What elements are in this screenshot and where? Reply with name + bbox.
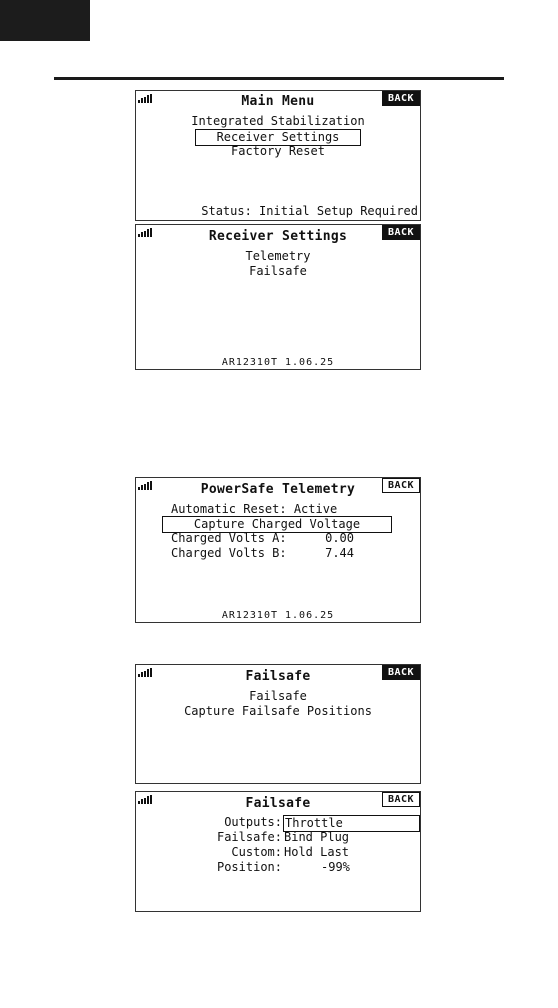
firmware-footer: AR12310T 1.06.25	[221, 610, 335, 621]
screen-title: Main Menu	[241, 94, 315, 109]
screen-title: Failsafe	[245, 669, 311, 684]
charged-volts-b-label: Charged Volts B:	[171, 546, 287, 560]
status-text: Status: Initial Setup Required	[201, 204, 418, 218]
charged-volts-a-label: Charged Volts A:	[171, 531, 287, 545]
custom-label: Custom:	[231, 845, 282, 859]
menu-item-failsafe[interactable]: Failsafe	[249, 264, 307, 278]
menu-item-capture-failsafe-positions[interactable]: Capture Failsafe Positions	[184, 704, 372, 718]
back-button[interactable]: BACK	[382, 91, 420, 106]
position-label: Position:	[216, 860, 282, 874]
custom-value[interactable]: Hold Last	[284, 845, 350, 859]
screen-powersafe-telemetry	[135, 477, 421, 623]
outputs-value[interactable]: Throttle	[283, 815, 420, 832]
screen-title: Receiver Settings	[208, 229, 348, 244]
menu-item-telemetry[interactable]: Telemetry	[245, 249, 311, 263]
header-rule	[54, 77, 504, 80]
charged-volts-a-value: 0.00	[325, 531, 354, 545]
menu-item-failsafe[interactable]: Failsafe	[249, 689, 307, 703]
failsafe-value[interactable]: Bind Plug	[284, 830, 350, 844]
menu-item-factory-reset[interactable]: Factory Reset	[231, 144, 325, 158]
menu-item-integrated-stabilization[interactable]: Integrated Stabilization	[191, 114, 365, 128]
failsafe-label: Failsafe:	[216, 830, 282, 844]
position-value[interactable]: -99%	[321, 860, 350, 874]
charged-volts-b-value: 7.44	[325, 546, 354, 560]
firmware-footer: AR12310T 1.06.25	[221, 357, 335, 368]
back-button[interactable]: BACK	[382, 478, 420, 493]
charged-volts-a-row	[171, 531, 371, 546]
charged-volts-b-row	[171, 546, 371, 561]
outputs-label: Outputs:	[224, 815, 282, 829]
back-button[interactable]: BACK	[382, 792, 420, 807]
screen-receiver-settings	[135, 224, 421, 370]
back-button[interactable]: BACK	[382, 665, 420, 680]
automatic-reset-status[interactable]: Automatic Reset: Active	[171, 502, 338, 516]
capture-charged-voltage-button[interactable]: Capture Charged Voltage	[162, 516, 392, 533]
screen-title: Failsafe	[245, 796, 311, 811]
page-corner-block	[0, 0, 90, 41]
screen-failsafe-menu	[135, 664, 421, 784]
back-button[interactable]: BACK	[382, 225, 420, 240]
screen-title: PowerSafe Telemetry	[200, 482, 356, 497]
screen-failsafe-settings	[135, 791, 421, 912]
screen-main-menu	[135, 90, 421, 221]
menu-item-receiver-settings[interactable]: Receiver Settings	[195, 129, 361, 146]
